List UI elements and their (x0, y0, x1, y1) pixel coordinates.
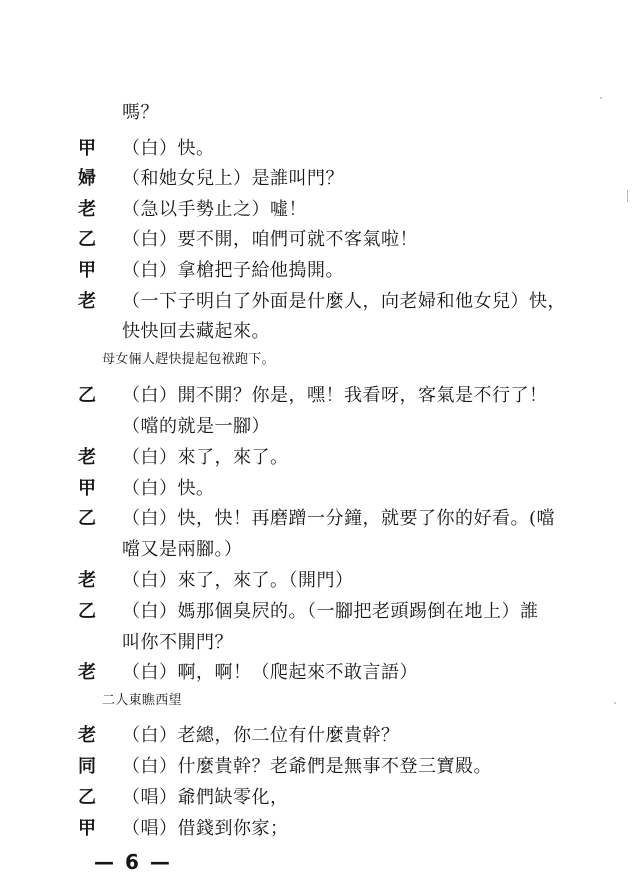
line-text: （噹的就是一腳） (122, 416, 270, 437)
line-text: （白）什麼貴幹？老爺們是無事不登三寶殿。 (122, 756, 492, 777)
speaker-name: 甲 (78, 138, 97, 159)
speaker-name: 乙 (78, 229, 97, 250)
speaker-name: 甲 (78, 818, 97, 839)
speaker-name: 老 (78, 662, 97, 683)
line-text: （急以手勢止之）噓！ (122, 199, 307, 220)
speaker-name: 老 (78, 570, 97, 591)
line-text: （白）老總，你二位有什麼貴幹？ (122, 725, 400, 746)
line-text: （白）快。 (122, 138, 215, 159)
speaker-name: 甲 (78, 478, 97, 499)
speaker-name: 老 (78, 447, 97, 468)
line-text: （白）媽那個臭屄的。（一腳把老頭踢倒在地上）誰 (122, 601, 539, 622)
line-text: （白）來了，來了。（開門） (122, 570, 354, 591)
speaker-name: 同 (78, 756, 97, 777)
line-text: 噹又是兩腳。） (122, 539, 243, 560)
speaker-name: 婦 (78, 168, 97, 189)
line-text: （白）啊，啊！（爬起來不敢言語） (122, 662, 418, 683)
speaker-name: 乙 (78, 787, 97, 808)
line-text: （唱）借錢到你家； (122, 818, 289, 839)
speaker-name: 甲 (78, 260, 97, 281)
stage-direction: 二人東瞧西望 (102, 693, 182, 708)
line-text: 叫你不開門？ (122, 632, 233, 653)
line-text: （白）拿槍把子給他搗開。 (122, 260, 344, 281)
speaker-name: 老 (78, 199, 97, 220)
line-text: （和她女兒上）是誰叫門？ (122, 168, 344, 189)
line-text: （白）快。 (122, 478, 215, 499)
speaker-name: 乙 (78, 508, 97, 529)
speaker-name: 乙 (78, 385, 97, 406)
page-number: — 6 — (94, 850, 172, 874)
line-text: （唱）爺們缺零化， (122, 787, 289, 808)
speaker-name: 老 (78, 725, 97, 746)
line-text: （白）開不開？你是，嘿！我看呀，客氣是不行了！ (122, 385, 548, 406)
line-text: （白）快，快！再磨蹭一分鐘，就要了你的好看。(噹 (122, 508, 556, 529)
line-text: （一下子明白了外面是什麼人，向老婦和他女兒）快， (122, 291, 566, 312)
stage-direction: 母女倆人趕快提起包袱跑下。 (102, 352, 275, 367)
scan-speck (627, 190, 628, 202)
speaker-name: 老 (78, 291, 97, 312)
line-text: 快快回去藏起來。 (122, 321, 270, 342)
line-text: 嗎？ (122, 102, 159, 123)
line-text: （白）要不開，咱們可就不客氣啦！ (122, 229, 418, 250)
scan-speck (614, 702, 616, 704)
speaker-name: 乙 (78, 601, 97, 622)
scan-speck (600, 97, 602, 99)
line-text: （白）來了，來了。 (122, 447, 289, 468)
